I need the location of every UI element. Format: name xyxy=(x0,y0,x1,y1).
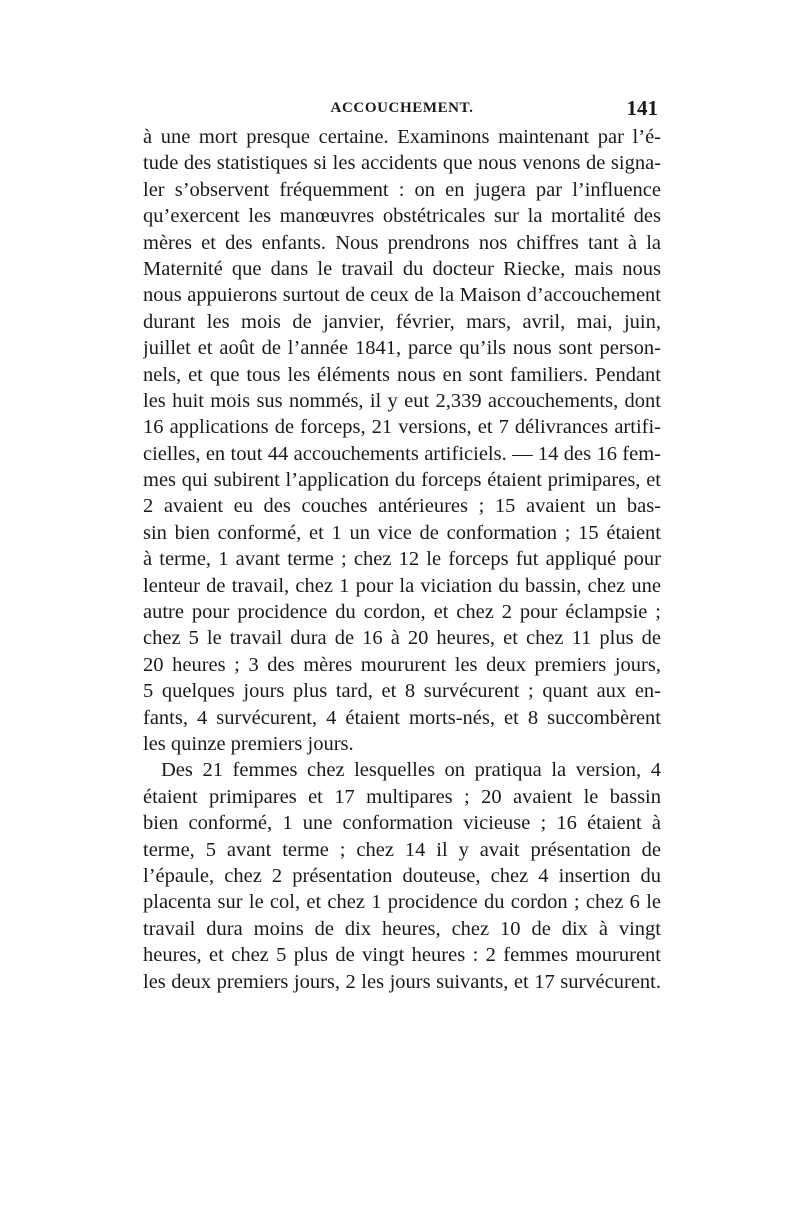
text-line: 5 quelques jours plus tard, et 8 survécurent ; quant aux en- xyxy=(143,680,661,703)
text-line: mères et des enfants. Nous prendrons nos chiffres tant à la xyxy=(143,231,661,254)
text-line: sin bien conformé, et 1 un vice de conformation ; 15 étaient xyxy=(143,521,661,544)
text-line: les huit mois sus nommés, il y eut 2,339 accouchements, dont xyxy=(143,389,661,412)
text-line: mes qui subirent l’application du forceps étaient primipares, et xyxy=(143,469,661,492)
paragraph-end-line: les quinze premiers jours. xyxy=(143,732,354,755)
text-line: Maternité que dans le travail du docteur Riecke, mais nous xyxy=(143,257,661,280)
text-line: l’épaule, chez 2 présentation douteuse, chez 4 insertion du xyxy=(143,864,661,887)
text-line: fants, 4 survécurent, 4 étaient morts-nés, et 8 succombèrent xyxy=(143,706,661,729)
text-line: tude des statistiques si les accidents que nous venons de signa- xyxy=(143,152,661,175)
text-line: 16 applications de forceps, 21 versions, et 7 délivrances artifi- xyxy=(143,416,661,439)
running-head xyxy=(142,96,662,126)
text-line: étaient primipares et 17 multipares ; 20 avaient le bassin xyxy=(143,785,661,808)
text-line: terme, 5 avant terme ; chez 14 il y avait présentation de xyxy=(143,838,661,861)
text-line: heures, et chez 5 plus de vingt heures : 2 femmes moururent xyxy=(143,944,661,967)
text-line: 20 heures ; 3 des mères moururent les deux premiers jours, xyxy=(143,653,661,676)
text-line: les deux premiers jours, 2 les jours suivants, et 17 survécurent. xyxy=(143,970,661,993)
running-title: ACCOUCHEMENT. xyxy=(330,100,474,116)
text-line: travail dura moins de dix heures, chez 10 de dix à vingt xyxy=(143,917,661,940)
text-line: bien conformé, 1 une conformation vicieuse ; 16 étaient à xyxy=(143,812,661,835)
body-text xyxy=(143,124,661,995)
text-line: cielles, en tout 44 accouchements artificiels. — 14 des 16 fem- xyxy=(143,442,661,465)
text-line: nous appuierons surtout de ceux de la Maison d’accouchement xyxy=(143,284,661,307)
text-line: ler s’observent fréquemment : on en jugera par l’influence xyxy=(143,178,661,201)
text-line: autre pour procidence du cordon, et chez 2 pour éclampsie ; xyxy=(143,601,661,624)
text-line: à une mort presque certaine. Examinons maintenant par l’é- xyxy=(143,126,661,148)
text-line: qu’exercent les manœuvres obstétricales sur la mortalité des xyxy=(143,205,661,228)
text-line: à terme, 1 avant terme ; chez 12 le forceps fut appliqué pour xyxy=(143,548,661,571)
text-line: lenteur de travail, chez 1 pour la viciation du bassin, chez une xyxy=(143,574,661,597)
text-line: placenta sur le col, et chez 1 procidence du cordon ; chez 6 le xyxy=(143,891,661,914)
text-line: juillet et août de l’année 1841, parce qu’ils nous sont person- xyxy=(143,337,661,360)
text-line: nels, et que tous les éléments nous en sont familiers. Pendant xyxy=(143,363,661,386)
page-number: 141 xyxy=(626,96,658,120)
paragraph-first-line: Des 21 femmes chez lesquelles on pratiqua la version, 4 xyxy=(161,759,661,782)
text-line: durant les mois de janvier, février, mars, avril, mai, juin, xyxy=(143,310,661,333)
text-line: 2 avaient eu des couches antérieures ; 15 avaient un bas- xyxy=(143,495,661,518)
text-line: chez 5 le travail dura de 16 à 20 heures, et chez 11 plus de xyxy=(143,627,661,650)
